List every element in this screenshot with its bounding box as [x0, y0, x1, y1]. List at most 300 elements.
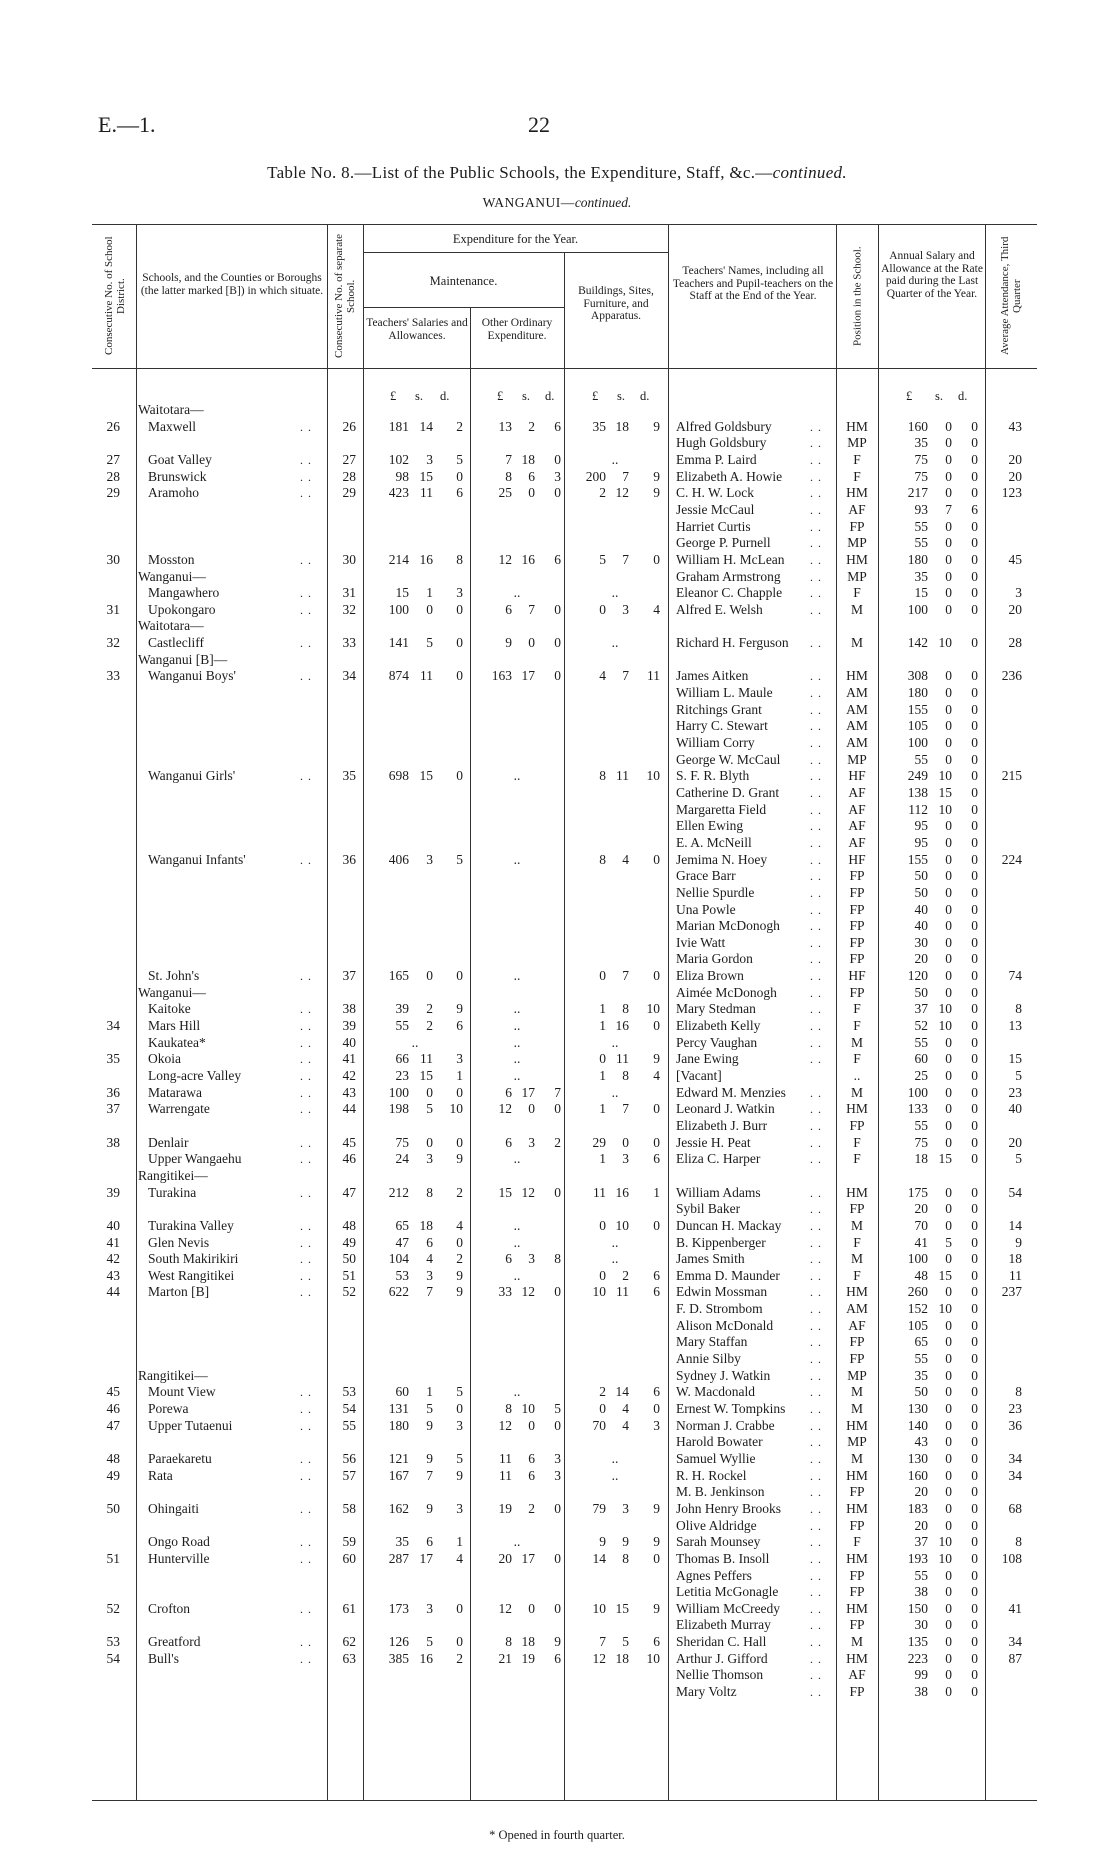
teacher-position: HM [846, 1467, 868, 1483]
teacher-position: HM [846, 1417, 868, 1433]
salary-shillings: 0 [945, 1650, 952, 1666]
teacher-name: Harriet Curtis [676, 518, 751, 534]
bld-pence: 10 [646, 768, 660, 784]
salary-pence: 0 [971, 1084, 978, 1100]
table-bottom-rule [92, 1800, 1037, 1801]
sal-pounds: 35 [395, 1534, 409, 1550]
teacher-position: F [853, 1151, 861, 1167]
school-no: 34 [342, 668, 356, 684]
salary-pence: 0 [971, 1401, 978, 1416]
school-name: St. John's [148, 968, 200, 984]
salary-pence: 0 [971, 784, 978, 800]
school-name: Matarawa [148, 1084, 202, 1100]
bld-pounds: 35 [592, 418, 606, 434]
school-no: 50 [342, 1251, 356, 1267]
sal-nil: .. [411, 1034, 419, 1050]
school-no: 42 [342, 1068, 356, 1083]
average-attendance: 237 [1001, 1284, 1022, 1300]
salary-pence: 0 [971, 1567, 978, 1583]
col-divider [564, 252, 565, 1800]
bld-shillings: 14 [615, 1384, 629, 1400]
county-heading: Rangitikei— [138, 1367, 208, 1383]
salary-pounds: 105 [907, 718, 928, 734]
salary-pence: 0 [971, 918, 978, 934]
bld-shillings: 7 [622, 968, 629, 984]
teacher-name: Sybil Baker [676, 1201, 741, 1217]
teacher-position: F [853, 1134, 861, 1150]
oth-pounds: 12 [498, 1417, 512, 1433]
sal-shillings: 2 [426, 1001, 433, 1017]
salary-pounds: 100 [907, 1251, 928, 1267]
county-heading: Rangitikei— [138, 1167, 208, 1183]
salary-shillings: 0 [945, 535, 952, 551]
salary-pounds: 55 [914, 535, 928, 551]
oth-pence: 0 [554, 1184, 561, 1200]
leader-dots: . . [810, 486, 822, 501]
sal-shillings: 7 [426, 1284, 433, 1300]
average-attendance: 108 [1001, 1550, 1022, 1566]
bld-pounds: 0 [599, 968, 606, 984]
teacher-position: FP [849, 1334, 865, 1350]
teacher-name: Edwin Mossman [676, 1284, 768, 1300]
school-name: Upper Wangaehu [148, 1151, 242, 1167]
sal-pounds: 287 [388, 1550, 409, 1566]
leader-dots: . . [810, 1451, 822, 1466]
unit-pound: £ [592, 389, 599, 403]
col-divider [985, 224, 986, 1800]
salary-pence: 0 [971, 1517, 978, 1533]
school-no: 48 [342, 1217, 356, 1233]
average-attendance: 34 [1008, 1450, 1022, 1466]
bld-pence: 6 [653, 1384, 660, 1400]
sal-shillings: 14 [419, 418, 433, 434]
salary-shillings: 0 [945, 951, 952, 967]
sal-shillings: 11 [420, 485, 433, 501]
salary-pounds: 38 [914, 1684, 928, 1700]
leader-dots: . . [810, 1435, 822, 1450]
school-no: 28 [342, 468, 356, 484]
average-attendance: 215 [1001, 768, 1022, 784]
oth-pence: 2 [554, 1134, 561, 1150]
leader-dots: . . [300, 1085, 312, 1100]
teacher-name: Ellen Ewing [676, 818, 744, 834]
leader-dots: . . [810, 736, 822, 750]
school-no: 54 [342, 1401, 356, 1416]
oth-nil: .. [513, 1151, 521, 1167]
teacher-position: M [850, 1084, 863, 1100]
leader-dots: . . [300, 586, 312, 601]
col-divider [363, 224, 364, 1800]
oth-pounds: 19 [498, 1500, 512, 1516]
bld-shillings: 3 [622, 601, 629, 617]
salary-pence: 0 [971, 1650, 978, 1666]
teacher-position: F [853, 451, 861, 467]
maintenance-rule [363, 307, 564, 308]
school-no: 43 [342, 1084, 356, 1100]
salary-pounds: 20 [914, 1484, 928, 1500]
leader-dots: . . [810, 1668, 822, 1683]
salary-pounds: 35 [914, 1367, 928, 1383]
sal-shillings: 4 [426, 1251, 433, 1267]
bld-shillings: 11 [616, 768, 629, 784]
salary-pounds: 20 [914, 1517, 928, 1533]
district-no: 52 [106, 1600, 120, 1616]
teacher-name: Una Powle [676, 901, 736, 917]
teacher-position: F [853, 1267, 861, 1283]
school-no: 30 [342, 551, 356, 567]
salary-shillings: 0 [945, 1334, 952, 1350]
leader-dots: . . [810, 1268, 822, 1283]
leader-dots: . . [300, 1069, 312, 1083]
sal-shillings: 15 [419, 1068, 433, 1083]
oth-shillings: 16 [521, 551, 535, 567]
oth-pounds: 7 [505, 451, 512, 467]
bld-shillings: 10 [615, 1217, 629, 1233]
bld-pence: 0 [653, 1401, 660, 1416]
salary-pounds: 175 [907, 1184, 928, 1200]
teacher-name: William Adams [676, 1184, 761, 1200]
oth-nil: .. [513, 1384, 521, 1400]
salary-pounds: 112 [908, 801, 928, 817]
sal-pounds: 874 [388, 668, 409, 684]
oth-pence: 6 [554, 551, 561, 567]
leader-dots: . . [810, 1235, 822, 1250]
leader-dots: . . [810, 969, 822, 984]
salary-pence: 0 [971, 1667, 978, 1683]
leader-dots: . . [300, 1135, 312, 1150]
sal-pence: 0 [456, 1084, 463, 1100]
table-top-rule [92, 224, 1037, 225]
sal-shillings: 0 [426, 601, 433, 617]
salary-pounds: 50 [914, 868, 928, 884]
sal-pence: 0 [456, 1234, 463, 1250]
teacher-position: MP [847, 751, 867, 767]
salary-shillings: 0 [945, 1367, 952, 1383]
bld-pence: 9 [653, 1600, 660, 1616]
leader-dots: . . [810, 902, 822, 917]
header-attendance: Average Attendance, Third Quarter [999, 236, 1023, 356]
average-attendance: 43 [1008, 418, 1022, 434]
salary-pence: 0 [971, 1367, 978, 1383]
sal-pence: 1 [456, 1068, 463, 1083]
oth-nil: .. [513, 1051, 521, 1067]
county-heading: Wanganui [B]— [138, 651, 228, 667]
oth-pounds: 21 [498, 1650, 512, 1666]
leader-dots: . . [810, 1635, 822, 1650]
oth-shillings: 7 [528, 601, 535, 617]
salary-pounds: 183 [907, 1500, 928, 1516]
bld-pence: 9 [653, 1051, 660, 1067]
salary-shillings: 0 [945, 568, 952, 584]
sal-pounds: 622 [388, 1284, 409, 1300]
school-name: Mangawhero [148, 585, 220, 601]
school-name: Mars Hill [148, 1018, 201, 1034]
average-attendance: 23 [1008, 1084, 1022, 1100]
unit-shilling: s. [522, 389, 530, 403]
oth-pence: 6 [554, 418, 561, 434]
teacher-name: Eleanor C. Chapple [676, 585, 783, 601]
oth-pence: 0 [554, 601, 561, 617]
average-attendance: 236 [1001, 668, 1022, 684]
salary-pounds: 55 [914, 1034, 928, 1050]
salary-pounds: 37 [914, 1001, 928, 1017]
salary-pence: 0 [971, 1301, 978, 1317]
oth-pence: 0 [554, 1284, 561, 1300]
unit-pence: d. [440, 389, 450, 403]
district-no: 32 [106, 635, 120, 651]
salary-shillings: 0 [945, 1634, 952, 1650]
bld-shillings: 7 [622, 468, 629, 484]
leader-dots: . . [810, 1385, 822, 1400]
teacher-name: Catherine D. Grant [676, 784, 780, 800]
teacher-position: HM [846, 418, 868, 434]
leader-dots: . . [810, 436, 822, 451]
oth-pence: 0 [554, 1101, 561, 1117]
footnote: * Opened in fourth quarter. [489, 1828, 625, 1842]
oth-shillings: 18 [521, 451, 535, 467]
teacher-name: James Aitken [676, 668, 749, 684]
salary-pounds: 48 [914, 1267, 928, 1283]
salary-shillings: 0 [945, 934, 952, 950]
school-name: Porewa [148, 1401, 189, 1416]
oth-shillings: 0 [528, 1417, 535, 1433]
salary-shillings: 0 [945, 1467, 952, 1483]
salary-shillings: 0 [945, 1667, 952, 1683]
school-name: Bull's [148, 1650, 179, 1666]
salary-pounds: 55 [914, 1117, 928, 1133]
salary-shillings: 0 [945, 1401, 952, 1416]
average-attendance: 36 [1008, 1417, 1022, 1433]
bld-pounds: 0 [599, 1051, 606, 1067]
salary-pence: 0 [971, 1450, 978, 1466]
teacher-position: MP [847, 435, 867, 451]
leader-dots: . . [810, 1568, 822, 1583]
leader-dots: . . [300, 419, 312, 434]
salary-shillings: 0 [945, 1201, 952, 1217]
leader-dots: . . [810, 769, 822, 784]
bld-pounds: 0 [599, 601, 606, 617]
oth-pounds: 9 [505, 635, 512, 651]
bld-nil: .. [611, 1251, 619, 1267]
header-district-no: Consecutive No. of School District. [103, 236, 127, 356]
bld-shillings: 3 [622, 1500, 629, 1516]
teacher-position: AF [848, 818, 866, 834]
salary-pounds: 120 [907, 968, 928, 984]
teacher-name: Margaretta Field [676, 801, 767, 817]
sal-pence: 0 [456, 768, 463, 784]
teacher-position: FP [849, 951, 865, 967]
salary-pence: 0 [971, 951, 978, 967]
salary-shillings: 0 [945, 884, 952, 900]
teacher-position: HM [846, 668, 868, 684]
average-attendance: 34 [1008, 1634, 1022, 1650]
average-attendance: 8 [1015, 1001, 1022, 1017]
sal-pence: 4 [456, 1550, 463, 1566]
school-no: 49 [342, 1234, 356, 1250]
sal-pence: 6 [456, 485, 463, 501]
salary-pence: 0 [971, 768, 978, 784]
teacher-name: Richard H. Ferguson [676, 635, 789, 651]
oth-shillings: 2 [528, 1500, 535, 1516]
district-no: 28 [106, 468, 120, 484]
unit-shilling: s. [935, 389, 943, 403]
leader-dots: . . [300, 452, 312, 467]
bld-pence: 9 [653, 418, 660, 434]
oth-shillings: 0 [528, 635, 535, 651]
district-no: 26 [106, 418, 120, 434]
sal-pounds: 162 [388, 1500, 409, 1516]
salary-pounds: 133 [907, 1101, 928, 1117]
salary-pence: 0 [971, 834, 978, 850]
salary-shillings: 0 [945, 1417, 952, 1433]
leader-dots: . . [810, 569, 822, 584]
leader-dots: . . [300, 669, 312, 684]
teacher-name: Sheridan C. Hall [676, 1634, 767, 1650]
oth-nil: .. [513, 1068, 521, 1083]
bld-shillings: 7 [622, 1101, 629, 1117]
district-no: 40 [106, 1217, 120, 1233]
oth-pence: 0 [554, 1550, 561, 1566]
salary-shillings: 0 [945, 468, 952, 484]
school-name: Rata [148, 1467, 173, 1483]
bld-pence: 0 [653, 551, 660, 567]
salary-pounds: 93 [914, 501, 928, 517]
bld-pence: 0 [653, 1550, 660, 1566]
bld-shillings: 7 [622, 551, 629, 567]
leader-dots: . . [300, 1035, 312, 1050]
teacher-name: Alfred Goldsbury [676, 418, 772, 434]
salary-shillings: 0 [945, 1517, 952, 1533]
teacher-name: Ivie Watt [676, 934, 726, 950]
leader-dots: . . [300, 769, 312, 784]
unit-pound: £ [906, 389, 913, 403]
salary-pounds: 60 [914, 1051, 928, 1067]
header-schools: Schools, and the Counties or Boroughs (the latter marked [B]) in which situate. [140, 272, 324, 297]
oth-pounds: 33 [498, 1284, 512, 1300]
salary-pounds: 223 [907, 1650, 928, 1666]
average-attendance: 20 [1008, 451, 1022, 467]
teacher-name: Graham Armstrong [676, 568, 781, 584]
oth-pence: 0 [554, 1417, 561, 1433]
teacher-name: Grace Barr [676, 868, 736, 884]
school-no: 60 [342, 1550, 356, 1566]
salary-pounds: 308 [907, 668, 928, 684]
teacher-name: [Vacant] [676, 1068, 722, 1083]
sal-pounds: 198 [388, 1101, 409, 1117]
leader-dots: . . [810, 852, 822, 867]
bld-nil: .. [611, 635, 619, 651]
bld-pounds: 79 [592, 1500, 606, 1516]
bld-nil: .. [611, 1084, 619, 1100]
salary-pounds: 15 [914, 585, 928, 601]
oth-pence: 0 [554, 1600, 561, 1616]
sal-pounds: 121 [388, 1450, 409, 1466]
salary-pounds: 138 [907, 784, 928, 800]
average-attendance: 15 [1008, 1051, 1022, 1067]
average-attendance: 8 [1015, 1384, 1022, 1400]
leader-dots: . . [300, 1402, 312, 1416]
leader-dots: . . [810, 719, 822, 734]
leader-dots: . . [810, 935, 822, 950]
leader-dots: . . [300, 602, 312, 617]
bld-pence: 4 [653, 1068, 660, 1083]
salary-shillings: 0 [945, 1251, 952, 1267]
school-name: Mosston [148, 551, 195, 567]
teacher-position: MP [847, 535, 867, 551]
salary-shillings: 0 [945, 1351, 952, 1367]
sal-pence: 0 [456, 1134, 463, 1150]
sal-pence: 9 [456, 1267, 463, 1283]
sal-shillings: 6 [426, 1534, 433, 1550]
sal-shillings: 0 [426, 1134, 433, 1150]
sal-pence: 5 [456, 1384, 463, 1400]
bld-pounds: 29 [592, 1134, 606, 1150]
sal-pence: 5 [456, 451, 463, 467]
salary-pounds: 95 [914, 818, 928, 834]
salary-pence: 0 [971, 468, 978, 484]
sal-pounds: 104 [388, 1251, 409, 1267]
oth-pounds: 6 [505, 1134, 512, 1150]
sal-pounds: 126 [388, 1634, 409, 1650]
average-attendance: 18 [1008, 1251, 1022, 1267]
bld-nil: .. [611, 1467, 619, 1483]
oth-pence: 0 [554, 451, 561, 467]
salary-pounds: 55 [914, 518, 928, 534]
teacher-name: George P. Purnell [676, 535, 771, 551]
sal-pence: 0 [456, 1600, 463, 1616]
salary-shillings: 0 [945, 451, 952, 467]
sal-pence: 10 [449, 1101, 463, 1117]
leader-dots: . . [810, 952, 822, 967]
school-no: 38 [342, 1001, 356, 1017]
sal-pence: 1 [456, 1534, 463, 1550]
teacher-position: MP [847, 1434, 867, 1450]
teacher-position: AM [846, 685, 868, 701]
school-no: 57 [342, 1467, 356, 1483]
teacher-name: Eliza Brown [676, 968, 744, 984]
salary-pounds: 55 [914, 1567, 928, 1583]
table-title [0, 163, 1114, 183]
school-name: South Makirikiri [148, 1251, 239, 1267]
oth-pence: 5 [554, 1401, 561, 1416]
teacher-position: MP [847, 568, 867, 584]
leader-dots: . . [810, 1285, 822, 1300]
sal-pounds: 180 [388, 1417, 409, 1433]
sal-pence: 0 [456, 968, 463, 984]
salary-shillings: 0 [945, 1484, 952, 1500]
salary-pence: 0 [971, 1467, 978, 1483]
county-heading: Waitotara— [138, 618, 204, 634]
teacher-position: F [853, 1051, 861, 1067]
salary-shillings: 0 [945, 718, 952, 734]
salary-pence: 0 [971, 685, 978, 701]
bld-shillings: 7 [622, 668, 629, 684]
salary-pence: 0 [971, 1617, 978, 1633]
sal-pounds: 181 [388, 418, 409, 434]
salary-pounds: 180 [907, 685, 928, 701]
bld-pounds: 1 [599, 1018, 606, 1034]
sal-pence: 0 [456, 468, 463, 484]
salary-pence: 0 [971, 418, 978, 434]
unit-pence: d. [958, 389, 968, 403]
oth-nil: .. [513, 1018, 521, 1034]
bld-pounds: 11 [593, 1184, 606, 1200]
school-name: Long-acre Valley [148, 1068, 242, 1083]
salary-shillings: 0 [945, 1600, 952, 1616]
leader-dots: . . [300, 486, 312, 501]
salary-pence: 0 [971, 1034, 978, 1050]
district-no: 42 [106, 1251, 120, 1267]
